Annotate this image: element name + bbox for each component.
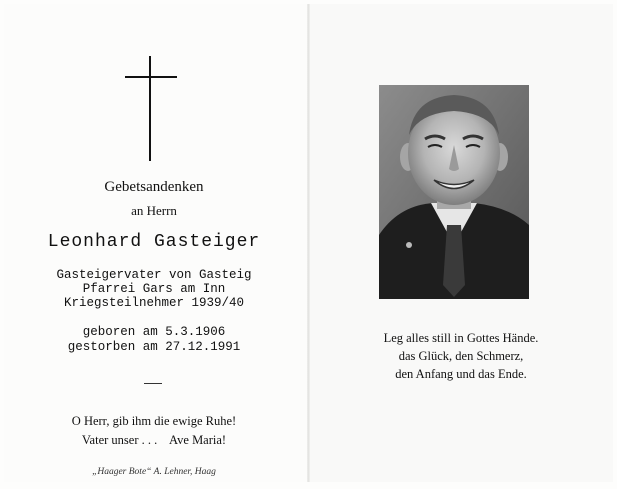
description-line: Gasteigervater von Gasteig xyxy=(56,268,252,282)
prayer-line: Vater unser . . . Ave Maria! xyxy=(81,433,227,447)
description-line: Kriegsteilnehmer 1939/40 xyxy=(63,296,245,310)
printer-credit: „Haager Bote“ A. Lehner, Haag xyxy=(92,467,216,477)
fold-line xyxy=(307,4,310,482)
death-date: gestorben am 27.12.1991 xyxy=(67,340,241,354)
verse-line: Leg alles still in Gottes Hände. xyxy=(383,331,539,345)
prayer-line: O Herr, gib ihm die ewige Ruhe! xyxy=(71,414,237,428)
verse-line: das Glück, den Schmerz, xyxy=(398,349,524,363)
card-subheading: an Herrn xyxy=(131,203,177,218)
description-line: Pfarrei Gars am Inn xyxy=(82,282,226,296)
portrait-photo xyxy=(379,85,529,299)
divider xyxy=(144,383,162,384)
deceased-name: Leonhard Gasteiger xyxy=(47,232,261,252)
birth-date: geboren am 5.3.1906 xyxy=(82,325,226,339)
card-heading: Gebetsandenken xyxy=(104,179,204,195)
verse-line: den Anfang und das Ende. xyxy=(395,367,527,381)
